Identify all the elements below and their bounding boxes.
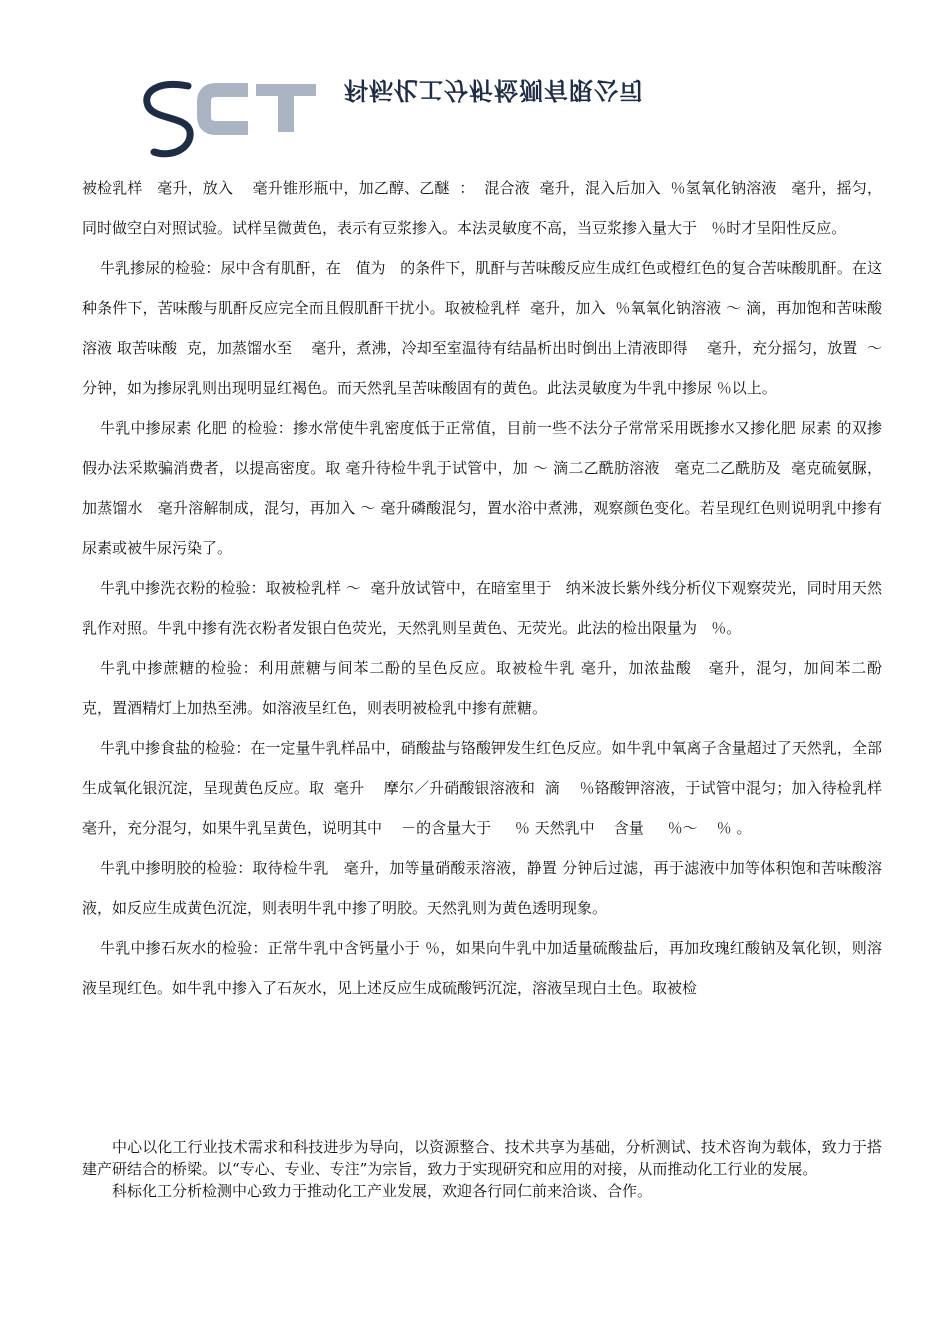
paragraph-urine: 牛乳掺尿的检验：尿中含有肌酐，在 值为 的条件下，肌酐与苦味酸反应生成红色或橙红色的复合苦味酸肌酐。在这种条件下，苦味酸与肌酐反应完全而且假肌酐干扰小。取被检乳样 毫升，加入 ％氧氧化钠溶液 ～ 滴，再加饱和苦味酸溶液 取苦味酸 克，加蒸馏水至 毫升，煮沸，冷却至室温待有结晶析出时倒出上清液即得 毫升，充分摇匀，放置 ～ 分钟，如为掺尿乳则出现明显红褐色。而天然乳呈苦味酸固有的黄色。此法灵敏度为牛乳中掺尿 ％以上。 xyxy=(82,259,892,397)
paragraph-sucrose: 牛乳中掺蔗糖的检验：利用蔗糖与间苯二酚的呈色反应。取被检牛乳 毫升，加浓盐酸 毫升，混匀，加间苯二酚 克，置酒精灯上加热至沸。如溶液呈红色，则表明被检乳中掺有蔗糖。 xyxy=(82,659,897,717)
letterhead xyxy=(120,72,760,162)
footer-paragraph-invite: 科标化工分析检测中心致力于推动化工产业发展，欢迎各行同仁前来洽谈、合作。 xyxy=(112,1182,653,1200)
company-name: 科标化工分析检测有限公司 xyxy=(344,76,644,104)
paragraph-soy-milk: 被检乳样 毫升，放入 毫升锥形瓶中，加乙醇、乙醚 ： 混合液 毫升，混入后加入 ％氢氧化钠溶液 毫升，摇匀，同时做空白对照试验。试样呈微黄色，表示有豆浆掺入。本法灵敏度不高，当豆浆掺入量大于 ％时才呈阳性反应。 xyxy=(82,179,882,237)
footer-text xyxy=(82,1136,882,1202)
body-text xyxy=(82,168,897,1008)
paragraph-urea: 牛乳中掺尿素 化肥 的检验：掺水常使牛乳密度低于正常值，目前一些不法分子常常采用既掺水又掺化肥 尿素 的双掺假办法采欺骗消费者，以提高密度。取 毫升待检牛乳于试管中，加 ～ 滴二乙酰肪溶液 毫克二乙酰肪及 毫克硫氨脲，加蒸馏水 毫升溶解制成，混匀，再加入 ～ 毫升磷酸混匀，置水浴中煮沸，观察颜色变化。若呈现红色则说明乳中掺有尿素或被牛尿污染了。 xyxy=(82,419,882,557)
footer-paragraph-intro: 中心以化工行业技术需求和科技进步为导向，以资源整合、技术共享为基础，分析测试、技术咨询为载体，致力于搭建产研结合的桥梁。以“专心、专业、专注”为宗旨，致力于实现研究和应用的对接，从而推动化工行业的发展。 xyxy=(82,1138,882,1178)
paragraph-detergent: 牛乳中掺洗衣粉的检验：取被检乳样 ～ 毫升放试管中，在暗室里于 纳米波长紫外线分析仪下观察荧光，同时用天然乳作对照。牛乳中掺有洗衣粉者发银白色荧光，天然乳则呈黄色、无荧光。此法的检出限量为 ％。 xyxy=(82,579,882,637)
paragraph-lime-water: 牛乳中掺石灰水的检验：正常牛乳中含钙量小于 ％，如果向牛乳中加适量硫酸盐后，再加玫瑰红酸钠及氧化钡，则溶液呈现红色。如牛乳中掺入了石灰水，见上述反应生成硫酸钙沉淀，溶液呈现白土色。取被检 xyxy=(82,939,882,997)
paragraph-gelatin: 牛乳中掺明胶的检验：取待检牛乳 毫升，加等量硝酸汞溶液，静置 分钟后过滤，再于滤液中加等体积饱和苦味酸溶液，如反应生成黄色沉淀，则表明牛乳中掺了明胶。天然乳则为黄色透明现象。 xyxy=(82,859,882,917)
sct-logo-icon xyxy=(128,72,318,160)
paragraph-salt: 牛乳中掺食盐的检验：在一定量牛乳样品中，硝酸盐与铬酸钾发生红色反应。如牛乳中氧离子含量超过了天然乳，全部生成氧化银沉淀，呈现黄色反应。取 毫升 摩尔／升硝酸银溶液和 滴 ％铬酸钾溶液，于试管中混匀；加入待检乳样 毫升，充分混匀，如果牛乳呈黄色，说明其中 －的含量大于 ％ 天然乳中 含量 ％～ ％ 。 xyxy=(82,739,887,837)
